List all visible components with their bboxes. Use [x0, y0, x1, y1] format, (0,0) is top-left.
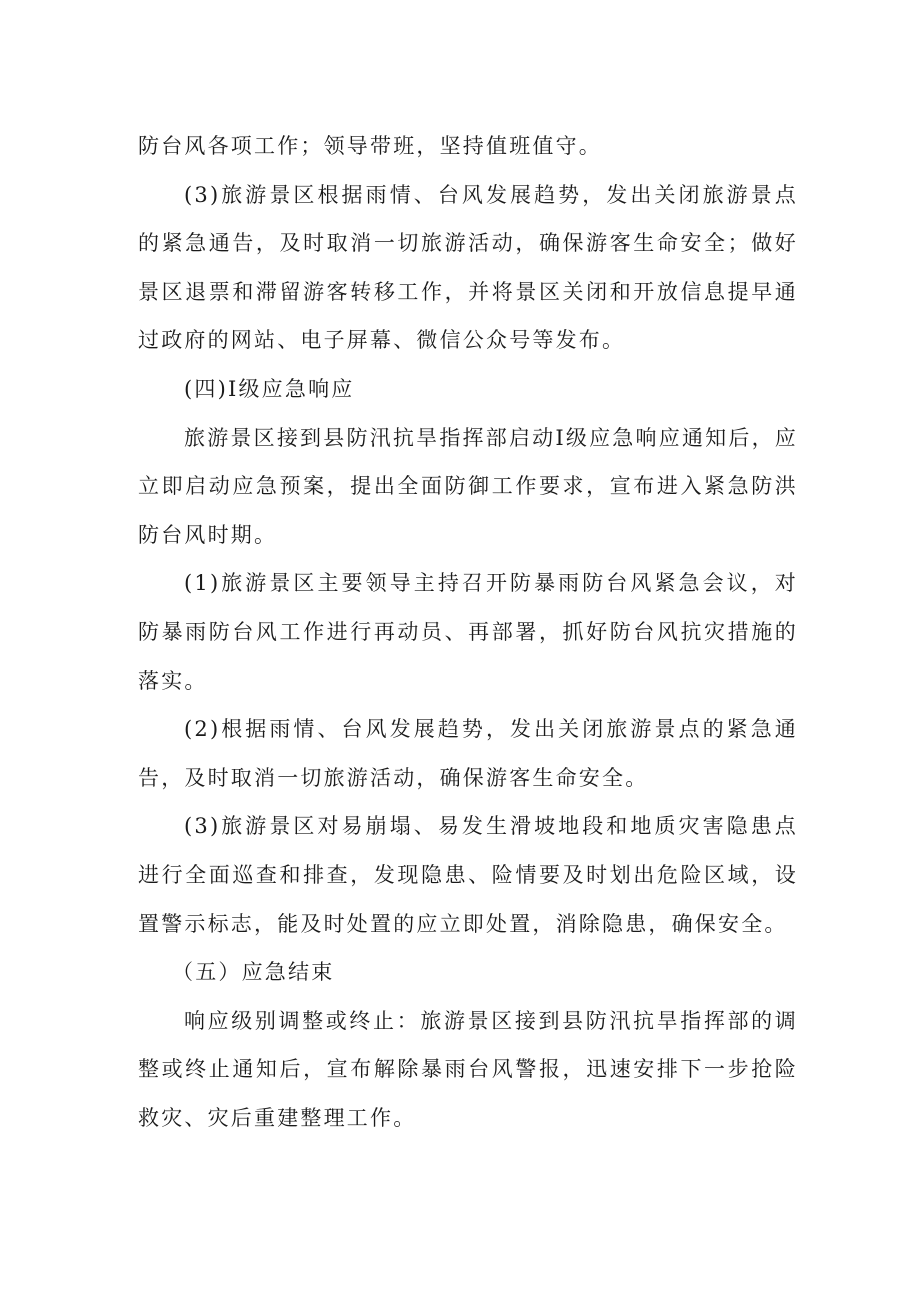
section-heading-level-1-response: (四)Ⅰ级应急响应	[184, 376, 355, 401]
paragraph-emergency-end: 响应级别调整或终止：旅游景区接到县防汛抗旱指挥部的调整或终止通知后，宣布解除暴雨台风警报，迅速安排下一步抢险救灾、灾后重建整理工作。	[138, 1008, 798, 1130]
paragraph-item-2-notice: (2)根据雨情、台风发展趋势，发出关闭旅游景点的紧急通告，及时取消一切旅游活动，确保游客生命安全。	[138, 717, 798, 790]
document-body	[138, 122, 798, 1142]
paragraph-item-3-closure: (3)旅游景区根据雨情、台风发展趋势，发出关闭旅游景点的紧急通告，及时取消一切旅游活动，确保游客生命安全；做好景区退票和滞留游客转移工作，并将景区关闭和开放信息提早通过政府的网站、电子屏幕、微信公众号等发布。	[138, 182, 798, 353]
section-heading-emergency-end: （五）应急结束	[172, 960, 335, 985]
paragraph-item-1-meeting: (1)旅游景区主要领导主持召开防暴雨防台风紧急会议，对防暴雨防台风工作进行再动员、再部署，抓好防台风抗灾措施的落实。	[138, 571, 798, 693]
paragraph-level-1-intro: 旅游景区接到县防汛抗旱指挥部启动Ⅰ级应急响应通知后，应立即启动应急预案，提出全面防御工作要求，宣布进入紧急防洪防台风时期。	[138, 425, 798, 547]
paragraph-item-3-inspection: (3)旅游景区对易崩塌、易发生滑坡地段和地质灾害隐患点进行全面巡查和排查，发现隐患、险情要及时划出危险区域，设置警示标志，能及时处置的应立即处置，消除隐患，确保安全。	[138, 814, 798, 936]
paragraph-continuation: 防台风各项工作；领导带班，坚持值班值守。	[138, 134, 602, 158]
